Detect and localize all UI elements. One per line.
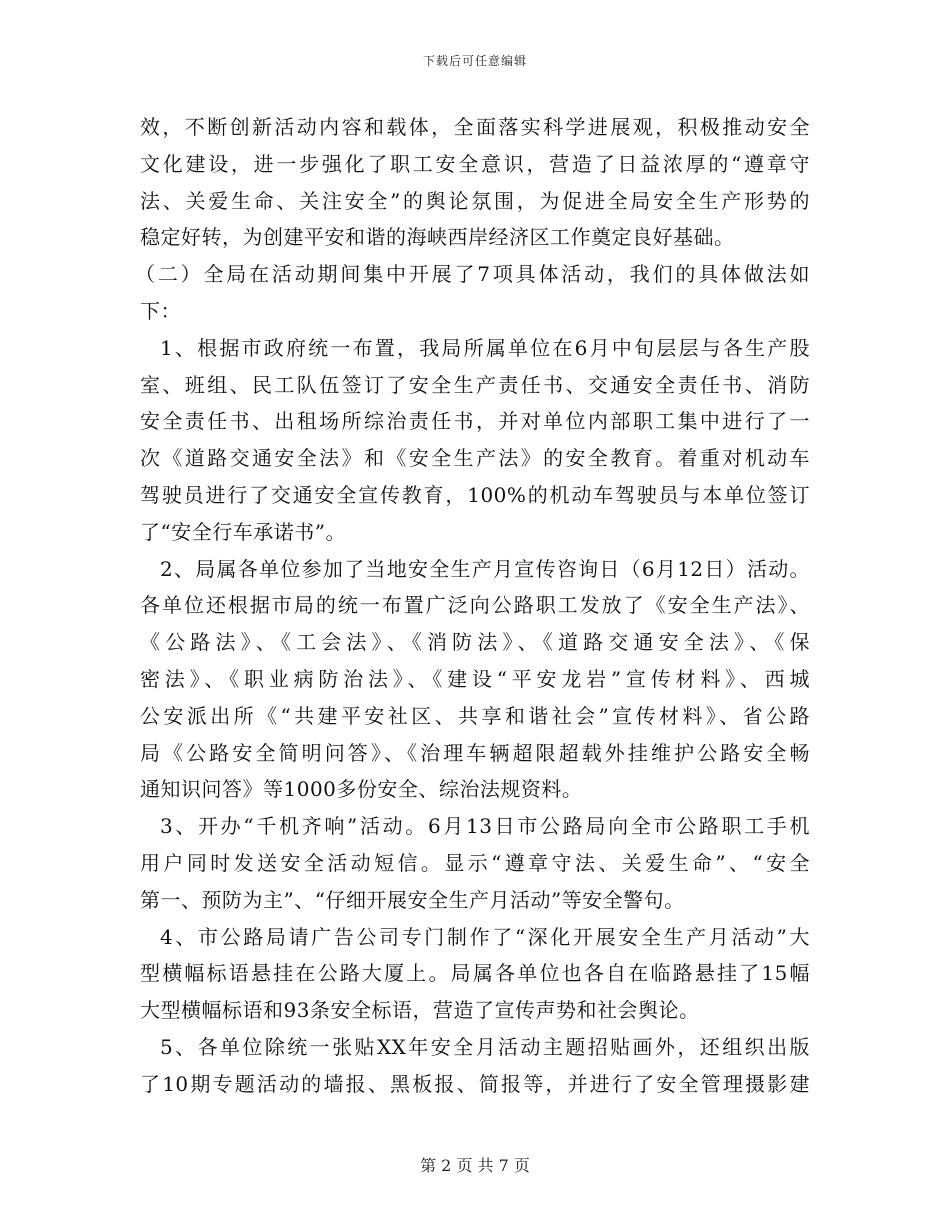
text-line: 1、根据市政府统一布置，我局所属单位在6月中旬层层与各生产股 — [160, 335, 810, 360]
text-line: 了10期专题活动的墙报、黑板报、简报等，并进行了安全管理摄影建 — [140, 1071, 810, 1096]
text-line: 型横幅标语悬挂在公路大厦上。局属各单位也各自在临路悬挂了15幅 — [140, 961, 810, 986]
text-line: 驾驶员进行了交通安全宣传教育，100%的机动车驾驶员与本单位签订 — [140, 482, 810, 507]
text-line: 局《公路安全简明问答》、《治理车辆超限超载外挂维护公路安全畅 — [140, 740, 810, 765]
text-line: 用户同时发送安全活动短信。显示“遵章守法、关爱生命”、“安全 — [140, 850, 810, 875]
text-line: 安全责任书、出租场所综治责任书，并对单位内部职工集中进行了一 — [140, 409, 810, 434]
text-line: （二）全局在活动期间集中开展了7项具体活动，我们的具体做法如 — [135, 262, 810, 287]
text-line: 大型横幅标语和93条安全标语，营造了宣传声势和社会舆论。 — [140, 998, 700, 1023]
text-line: 第一、预防为主”、“仔细开展安全生产月活动”等安全警句。 — [140, 887, 685, 912]
text-line: 效，不断创新活动内容和载体，全面落实科学进展观，积极推动安全 — [140, 115, 810, 139]
text-line: 4、市公路局请广告公司专门制作了“深化开展安全生产月活动”大 — [160, 924, 810, 949]
text-line: 3、开办“千机齐响”活动。6月13日市公路局向全市公路职工手机 — [160, 814, 810, 839]
text-line: 密法》、《职业病防治法》、《建设“平安龙岩”宣传材料》、西城 — [140, 666, 810, 691]
text-line: 次《道路交通安全法》和《安全生产法》的安全教育。着重对机动车 — [140, 446, 810, 471]
text-line: 2、局属各单位参加了当地安全生产月宣传咨询日（6月12日）活动。 — [160, 556, 810, 581]
text-line: 各单位还根据市局的统一布置广泛向公路职工发放了《安全生产法》、 — [140, 593, 810, 618]
text-line: 公安派出所《“共建平安社区、共享和谐社会”宣传材料》、省公路 — [140, 703, 810, 728]
text-line: 稳定好转，为创建平安和谐的海峡西岸经济区工作奠定良好基础。 — [140, 225, 735, 250]
text-line: 《公路法》、《工会法》、《消防法》、《道路交通安全法》、《保 — [140, 630, 810, 655]
text-line: 法、关爱生命、关注安全”的舆论氛围，为促进全局安全生产形势的 — [140, 188, 810, 213]
page-number: 第 2 页 共 7 页 — [420, 1156, 530, 1175]
page-header: 下载后可任意编辑 — [422, 54, 527, 68]
text-line: 5、各单位除统一张贴XX年安全月活动主题招贴画外，还组织出版 — [160, 1034, 810, 1059]
text-line: 下： — [140, 298, 181, 323]
text-line: 了“安全行车承诺书”。 — [140, 519, 346, 544]
text-line: 文化建设，进一步强化了职工安全意识，营造了日益浓厚的“遵章守 — [140, 151, 810, 176]
text-line: 室、班组、民工队伍签订了安全生产责任书、交通安全责任书、消防 — [140, 372, 810, 397]
text-line: 通知识问答》等1000多份安全、综治法规资料。 — [140, 777, 583, 802]
document-body — [135, 109, 810, 1103]
